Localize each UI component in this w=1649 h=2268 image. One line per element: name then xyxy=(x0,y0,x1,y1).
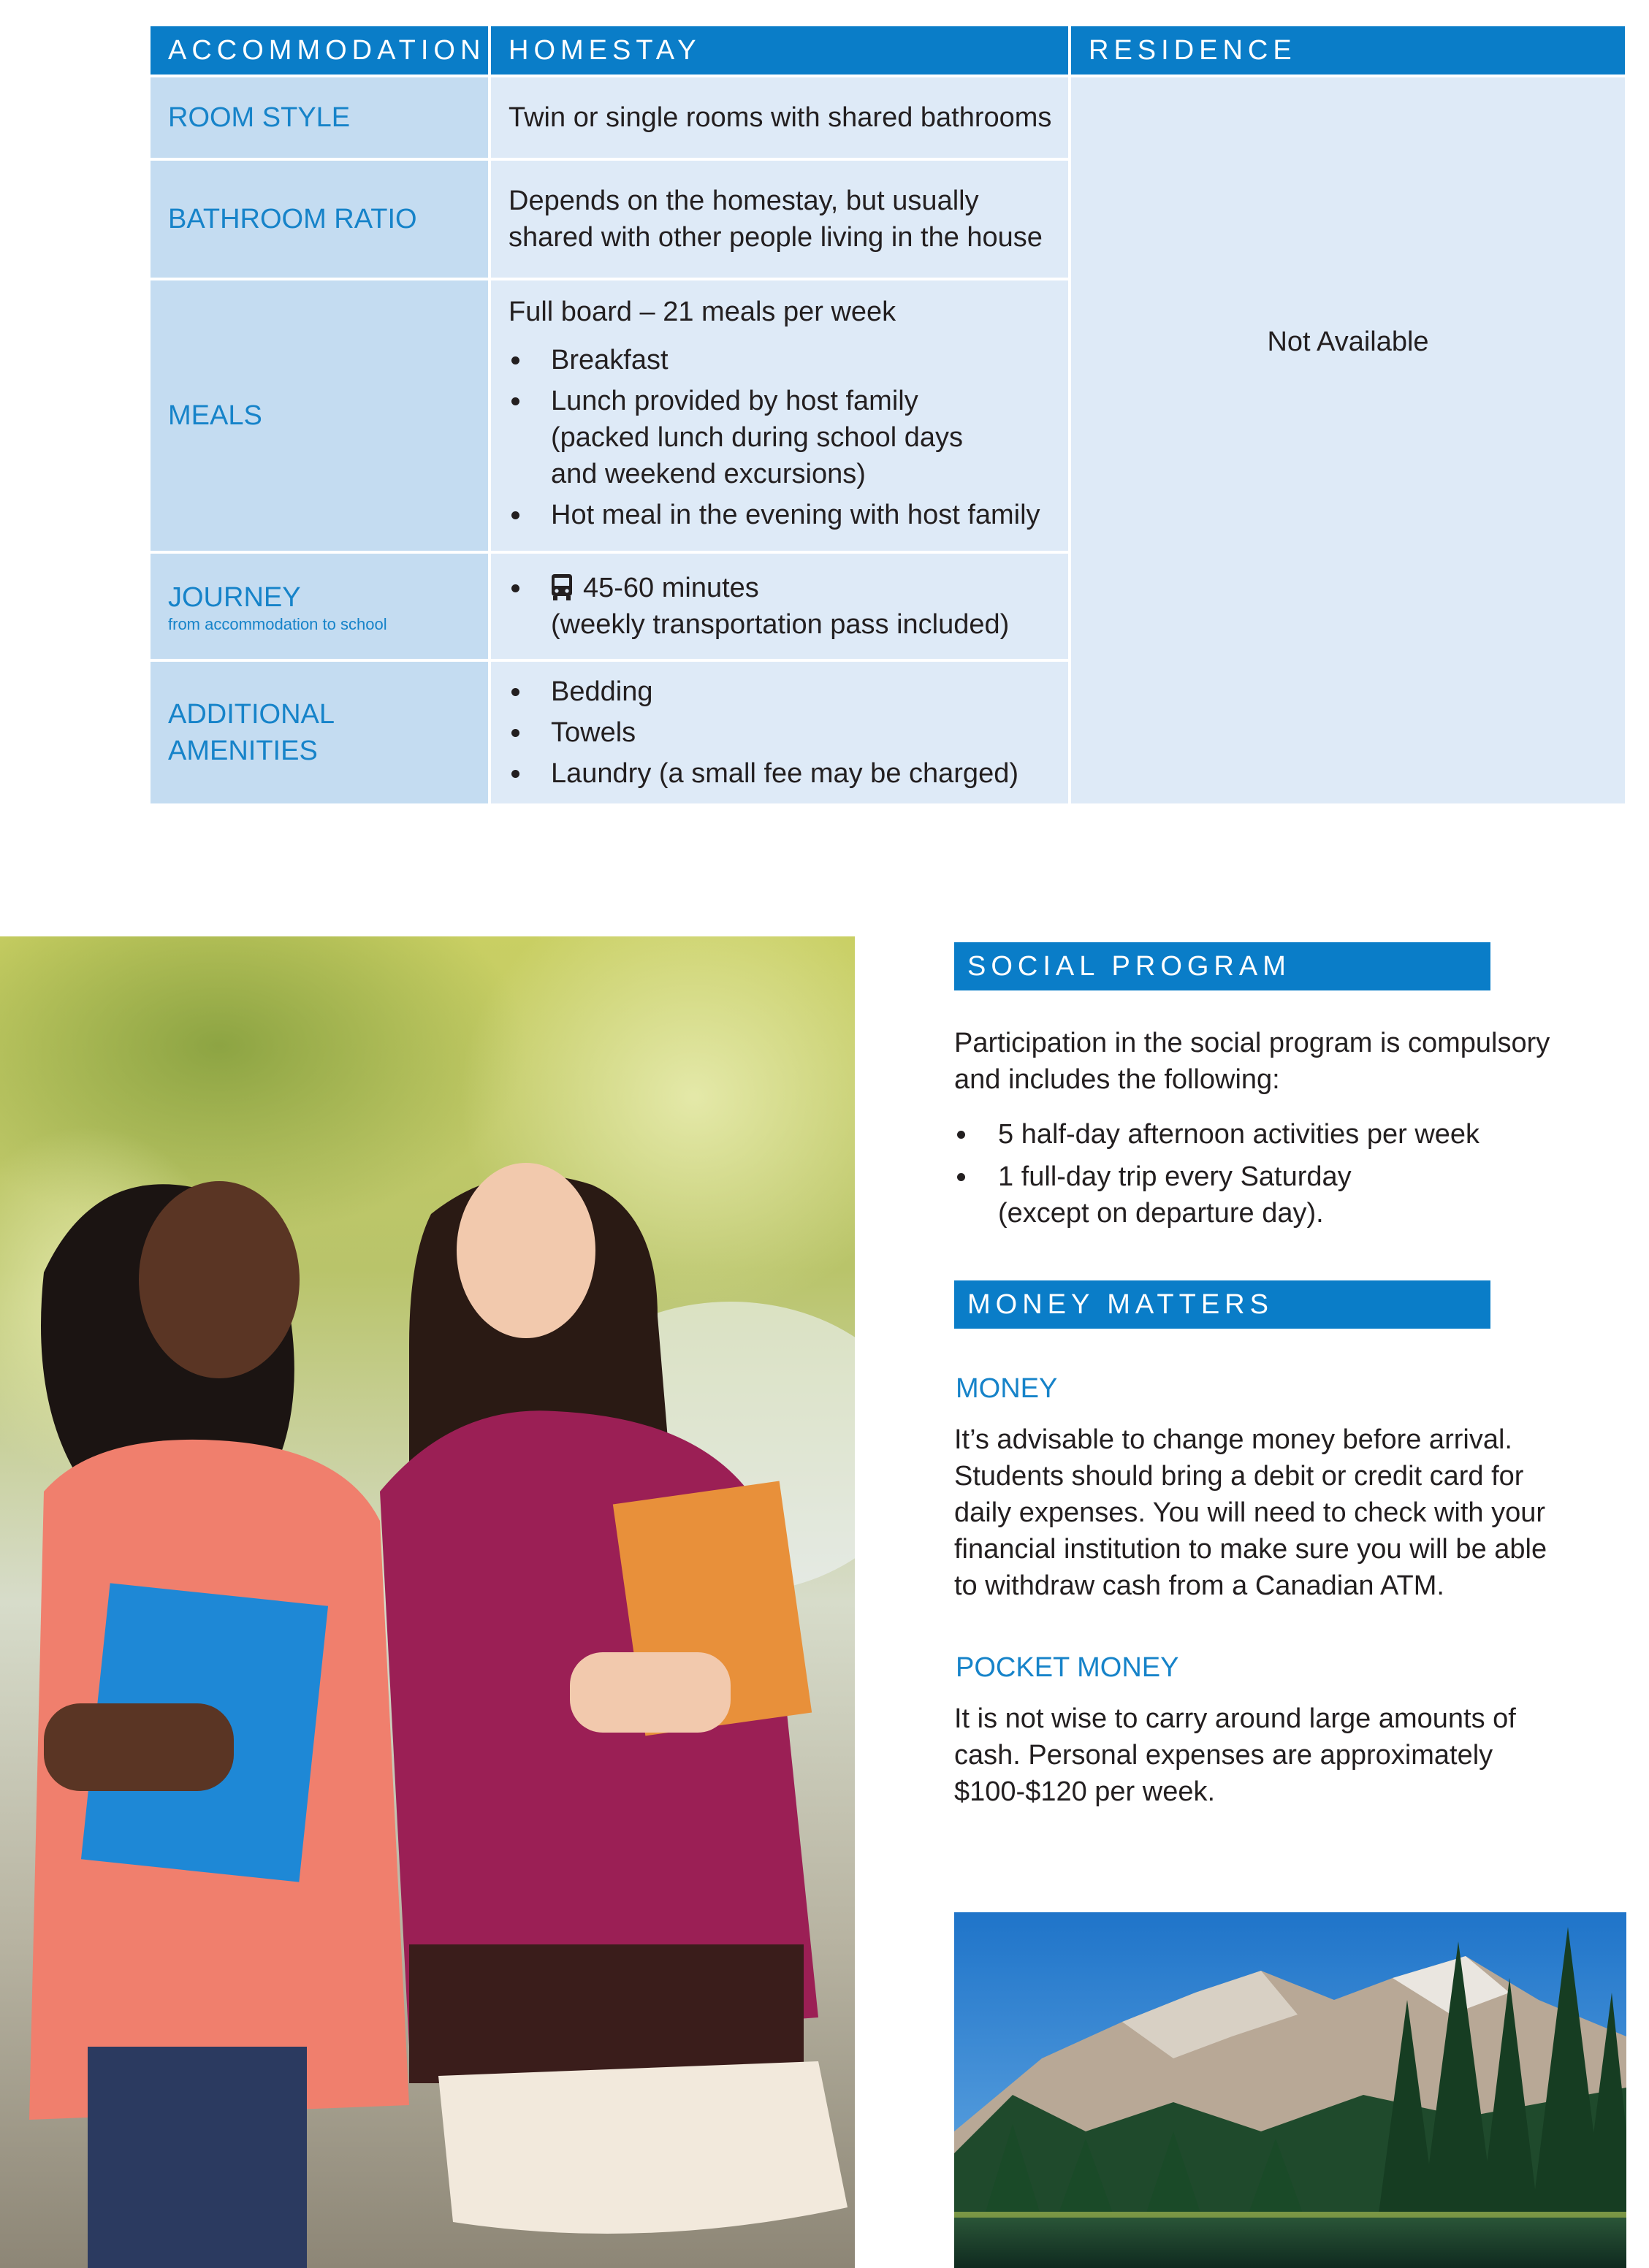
list-item: Lunch provided by host family (packed lunch during school days and weekend excursions) xyxy=(509,383,1056,492)
students-illustration xyxy=(0,936,855,2268)
row-label-additional-amenities xyxy=(151,659,491,803)
header-residence: RESIDENCE xyxy=(1071,26,1625,75)
amenities-list xyxy=(509,669,1056,796)
money-line-1: It’s advisable to change money before arrival. xyxy=(954,1424,1512,1455)
amenities-label-line-1: ADDITIONAL xyxy=(168,699,335,730)
header-homestay: HOMESTAY xyxy=(491,26,1071,75)
social-program-list xyxy=(954,1116,1612,1237)
row-label-journey xyxy=(151,551,491,659)
journey-label: JOURNEY xyxy=(168,582,301,613)
list-item: 5 half-day afternoon activities per week xyxy=(954,1116,1612,1153)
bathroom-ratio-line-2: shared with other people living in the house xyxy=(509,222,1043,253)
room-style-label: ROOM STYLE xyxy=(168,102,351,133)
journey-duration: 45-60 minutes xyxy=(583,573,759,603)
list-item: Hot meal in the evening with host family xyxy=(509,497,1056,533)
pocket-money-line-2: cash. Personal expenses are approximately xyxy=(954,1740,1493,1771)
meals-lead: Full board – 21 meals per week xyxy=(509,297,896,327)
money-line-5: to withdraw cash from a Canadian ATM. xyxy=(954,1570,1444,1601)
homestay-additional-amenities xyxy=(491,659,1071,803)
journey-list xyxy=(509,565,1056,647)
pocket-money-line-3: $100-$120 per week. xyxy=(954,1776,1216,1807)
header-accommodation: ACCOMMODATION xyxy=(151,26,491,75)
pocket-money-title: POCKET MONEY xyxy=(956,1652,1179,1683)
landscape-photo xyxy=(954,1912,1626,2268)
amenities-label-line-2: AMENITIES xyxy=(168,736,318,766)
accommodation-table xyxy=(151,26,1625,815)
homestay-meals xyxy=(491,278,1071,551)
meals-label: MEALS xyxy=(168,400,262,431)
money-title: MONEY xyxy=(956,1373,1058,1404)
journey-sublabel: from accommodation to school xyxy=(168,615,387,633)
bathroom-ratio-label: BATHROOM RATIO xyxy=(168,204,417,234)
social-intro-line-1: Participation in the social program is compulsory xyxy=(954,1028,1550,1058)
room-style-value: Twin or single rooms with shared bathrooms xyxy=(509,102,1052,133)
homestay-room-style xyxy=(491,75,1071,158)
list-item: Towels xyxy=(509,714,1056,751)
pocket-money-paragraph xyxy=(954,1700,1612,1810)
social-program-heading: SOCIAL PROGRAM xyxy=(954,942,1490,990)
homestay-journey xyxy=(491,551,1071,659)
list-item: Laundry (a small fee may be charged) xyxy=(509,755,1056,792)
bathroom-ratio-line-1: Depends on the homestay, but usually xyxy=(509,186,979,216)
money-line-2: Students should bring a debit or credit card for xyxy=(954,1461,1524,1492)
list-item: 1 full-day trip every Saturday (except on departure day). xyxy=(954,1158,1612,1232)
residence-cell xyxy=(1071,75,1625,803)
list-item: Breakfast xyxy=(509,342,1056,378)
pocket-money-line-1: It is not wise to carry around large amounts of xyxy=(954,1703,1516,1734)
social-intro-line-2: and includes the following: xyxy=(954,1064,1280,1095)
bus-icon xyxy=(551,573,573,601)
social-program-intro xyxy=(954,1025,1612,1098)
row-label-room-style xyxy=(151,75,491,158)
money-paragraph xyxy=(954,1421,1612,1604)
list-item: Bedding xyxy=(509,673,1056,710)
residence-value: Not Available xyxy=(1267,326,1429,357)
mountain-lake-illustration xyxy=(954,1912,1626,2268)
row-label-meals xyxy=(151,278,491,551)
row-label-bathroom-ratio xyxy=(151,158,491,278)
list-item xyxy=(509,570,1056,643)
money-line-3: daily expenses. You will need to check with your xyxy=(954,1497,1546,1528)
homestay-bathroom-ratio xyxy=(491,158,1071,278)
students-photo xyxy=(0,936,855,2268)
money-line-4: financial institution to make sure you will be able xyxy=(954,1534,1547,1565)
meals-list xyxy=(509,337,1056,538)
money-matters-heading: MONEY MATTERS xyxy=(954,1280,1490,1329)
journey-note: (weekly transportation pass included) xyxy=(551,609,1010,640)
